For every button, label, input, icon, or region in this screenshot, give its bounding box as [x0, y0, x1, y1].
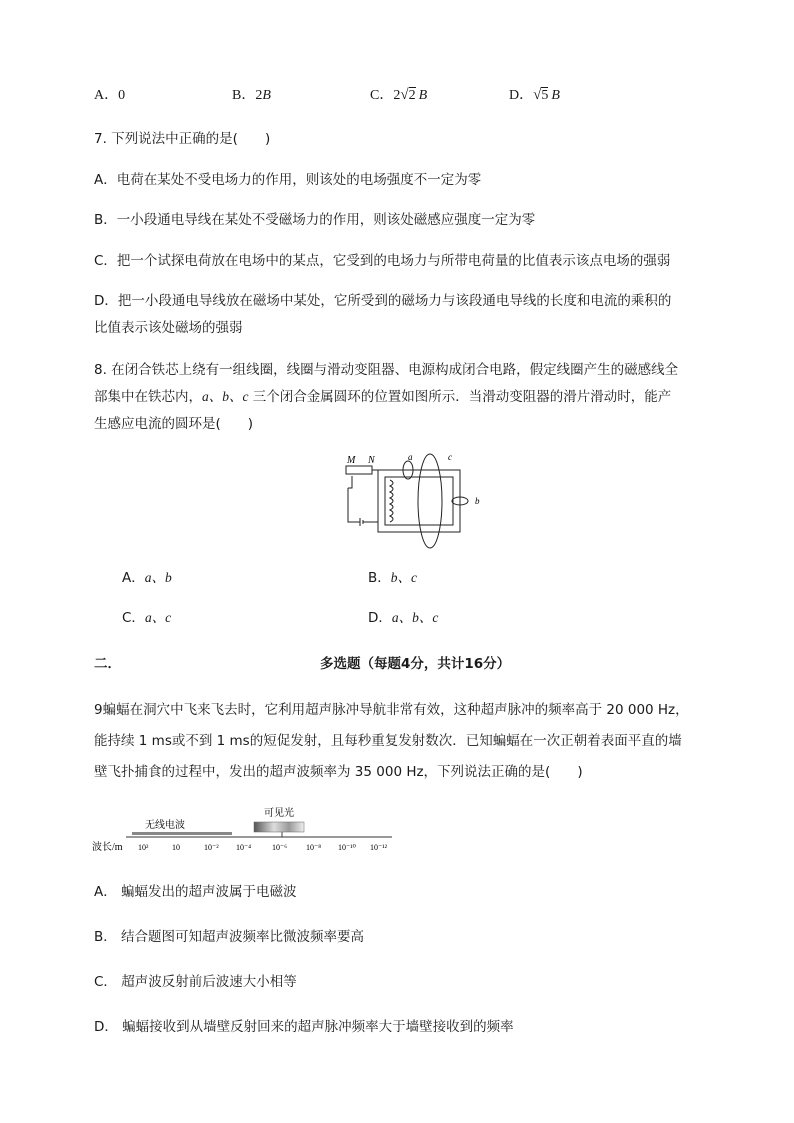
q7-option-d-line2: 比值表示该处磁场的强弱: [94, 320, 243, 336]
wavelength-axis-label: 波长/m: [92, 842, 123, 853]
radio-wave-label: 无线电波: [145, 820, 185, 831]
section-title: 多选题（每题4分，共计16分）: [320, 656, 511, 672]
q9-option-c: C． 超声波反射前后波速大小相等: [94, 974, 297, 990]
q9-stem-line2: 能持续 1 ms或不到 1 ms的短促发射，且每秒重复发射数次．已知蝙蝠在一次正朝着表面平直的墙: [94, 733, 682, 749]
em-spectrum-figure: [92, 800, 402, 856]
figure-label-c: c: [448, 452, 452, 462]
q9-option-a: A． 蝙蝠发出的超声波属于电磁波: [94, 884, 297, 900]
tick-label: 10⁻¹⁰: [338, 843, 356, 852]
radio-band: [132, 832, 232, 835]
q6-option-c: C．2√2 B: [370, 87, 428, 103]
q6-option-d: D．√5 B: [509, 87, 560, 103]
figure-label-n: N: [368, 455, 375, 466]
q7-option-a: A．电荷在某处不受电场力的作用，则该处的电场强度不一定为零: [94, 172, 482, 188]
q8-option-c: C．a、c: [122, 610, 172, 626]
spectrum-ticks: [138, 843, 388, 852]
figure-label-a: a: [408, 452, 413, 462]
q7-stem: 7. 下列说法中正确的是( ): [94, 131, 271, 147]
tick-label: 10⁻⁴: [236, 843, 252, 852]
q8-stem-line2: 部集中在铁芯内，a、b、c 三个闭合金属圆环的位置如图所示．当滑动变阻器的滑片滑动时，能产: [94, 389, 672, 405]
tick-label: 10: [172, 843, 180, 852]
q8-option-d: D．a、b、c: [368, 610, 439, 626]
q7-option-b: B．一小段通电导线在某处不受磁场力的作用，则该处磁感应强度一定为零: [94, 212, 536, 228]
tick-label: 10⁻¹²: [370, 843, 388, 852]
tick-label: 10⁻⁶: [272, 843, 288, 852]
q6-option-a: A．0: [94, 88, 126, 103]
q8-option-a: A．a、b: [122, 570, 172, 586]
tick-label: 10⁻²: [204, 843, 219, 852]
figure-label-m: M: [347, 455, 356, 466]
q9-stem-line3: 壁飞扑捕食的过程中，发出的超声波频率为 35 000 Hz，下列说法正确的是( ): [94, 764, 583, 780]
q8-option-b: B．b、c: [368, 570, 418, 586]
q8-stem-line1: 8. 在闭合铁芯上绕有一组线圈，线圈与滑动变阻器、电源构成闭合电路，假定线圈产生的磁感线全: [94, 362, 679, 378]
visible-light-label: 可见光: [264, 808, 294, 819]
tick-label: 10⁻⁸: [306, 843, 322, 852]
q7-option-d-line1: D．把一小段通电导线放在磁场中某处，它所受到的磁场力与该段通电导线的长度和电流的乘积的: [94, 293, 672, 309]
section-number: 二．: [94, 656, 121, 672]
q6-option-b: B．2B: [232, 88, 271, 103]
q8-stem-line3: 生感应电流的圆环是( ): [94, 416, 254, 432]
q9-stem-line1: 9蝙蝠在洞穴中飞来飞去时，它利用超声脉冲导航非常有效，这种超声脉冲的频率高于 20 000 Hz，: [94, 702, 689, 718]
tick-label: 10²: [138, 843, 149, 852]
q9-option-d: D． 蝙蝠接收到从墙壁反射回来的超声脉冲频率大于墙壁接收到的频率: [94, 1019, 514, 1035]
figure-label-b: b: [475, 496, 480, 506]
visible-band: [254, 822, 304, 832]
q7-option-c: C．把一个试探电荷放在电场中的某点，它受到的电场力与所带电荷量的比值表示该点电场的强弱: [94, 253, 671, 269]
iron-core-circuit-figure: [338, 448, 498, 560]
q9-option-b: B． 结合题图可知超声波频率比微波频率要高: [94, 929, 365, 945]
